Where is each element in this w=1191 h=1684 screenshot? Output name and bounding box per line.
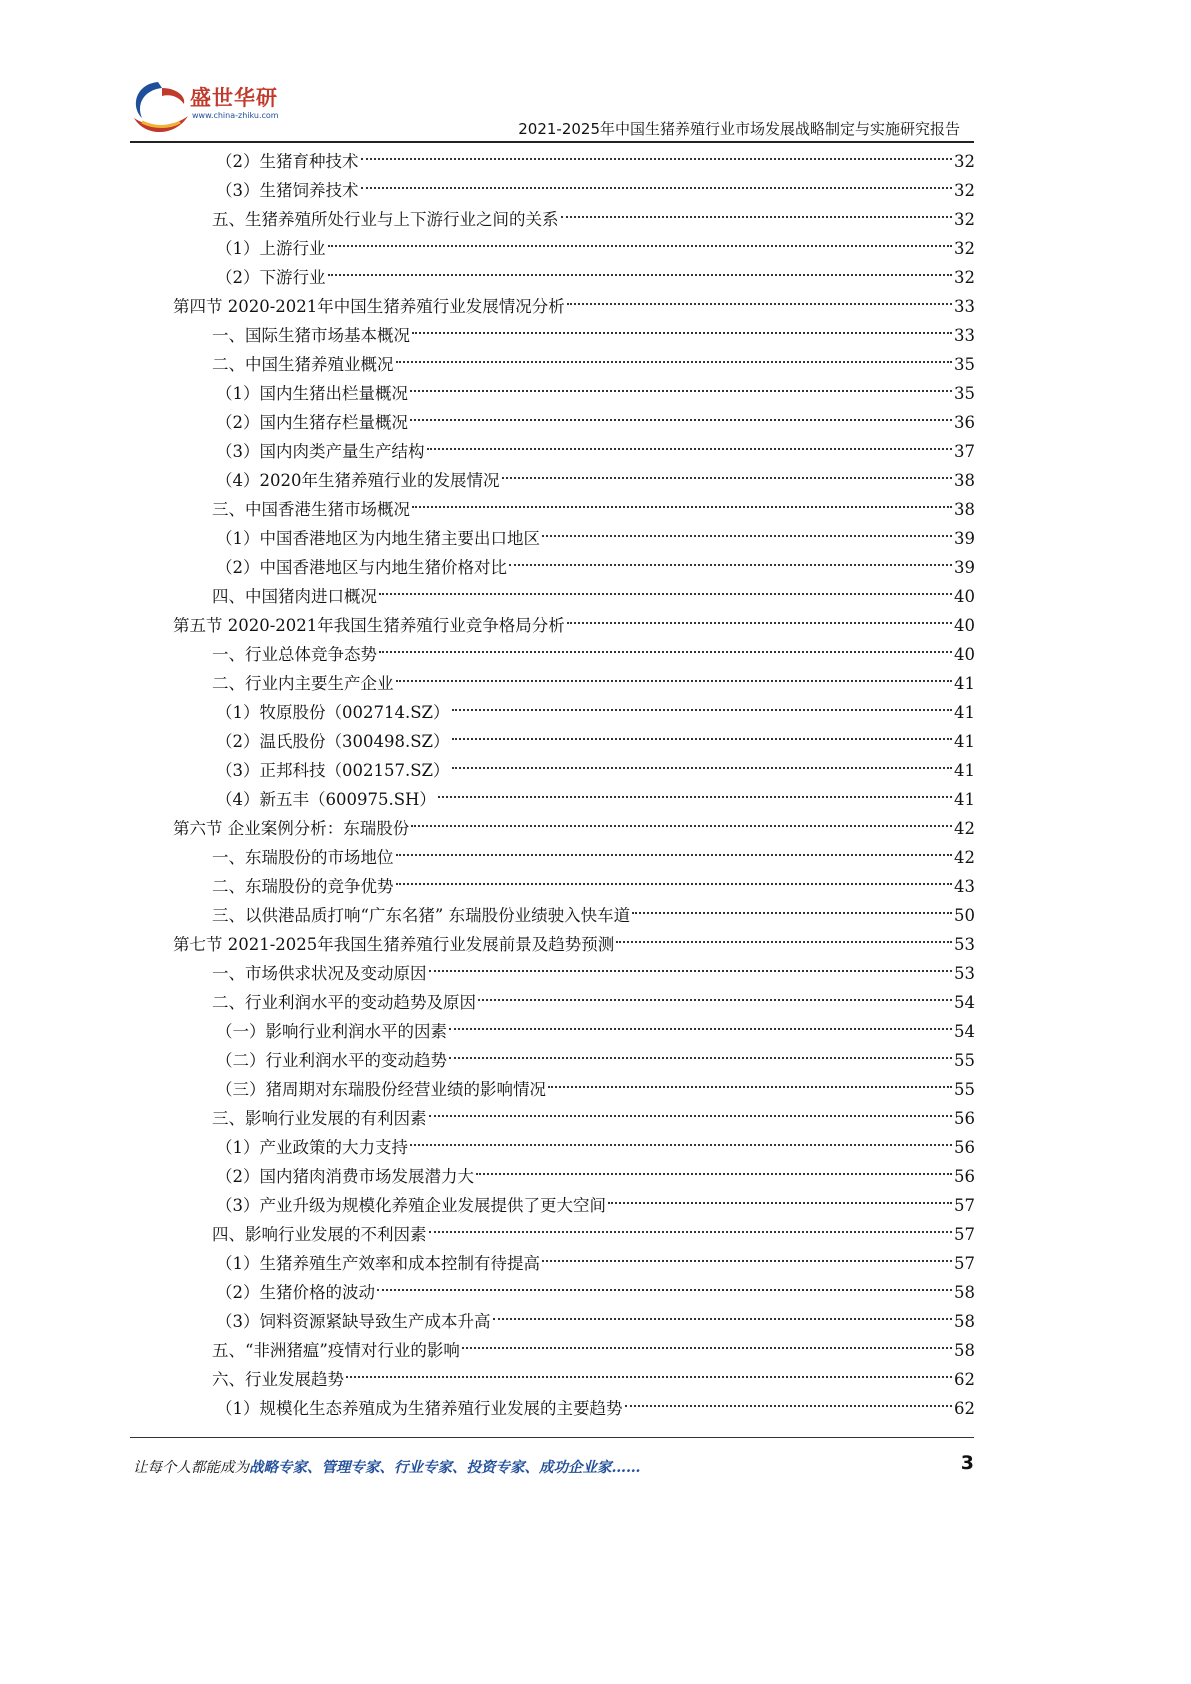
toc-entry-title: （1）生猪养殖生产效率和成本控制有待提高 xyxy=(216,1254,540,1273)
toc-entry-title: 第四节 2020-2021年中国生猪养殖行业发展情况分析 xyxy=(173,297,565,316)
toc-entry-page: 62 xyxy=(954,1399,975,1418)
toc-entry-page: 55 xyxy=(954,1080,975,1099)
toc-leader-dots xyxy=(396,680,953,682)
toc-entry-title: 第五节 2020-2021年我国生猪养殖行业竞争格局分析 xyxy=(173,616,565,635)
toc-leader-dots xyxy=(361,187,953,189)
toc-leader-dots xyxy=(548,1086,952,1088)
toc-leader-dots xyxy=(509,564,952,566)
toc-entry-page: 39 xyxy=(954,558,975,577)
footer-slogan-highlight: 战略专家、管理专家、行业专家、投资专家、成功企业家…… xyxy=(249,1459,641,1476)
toc-leader-dots xyxy=(493,1318,953,1320)
logo-title: 盛世华研 xyxy=(190,86,278,110)
toc-entry-page: 41 xyxy=(954,703,975,722)
toc-entry-page: 55 xyxy=(954,1051,975,1070)
toc-entry[interactable] xyxy=(216,1162,975,1191)
toc-entry[interactable] xyxy=(212,205,975,234)
toc-entry-title: （4）新五丰（600975.SH） xyxy=(216,790,436,809)
toc-entry-page: 42 xyxy=(954,848,975,867)
toc-leader-dots xyxy=(452,767,953,769)
header-divider xyxy=(130,141,974,143)
toc-entry-title: 一、市场供求状况及变动原因 xyxy=(212,964,427,983)
toc-entry-page: 35 xyxy=(954,384,975,403)
toc-entry-title: 三、以供港品质打响“广东名猪” 东瑞股份业绩驶入快车道 xyxy=(212,906,631,925)
toc-entry-title: （1）国内生猪出栏量概况 xyxy=(216,384,408,403)
toc-entry-title: 四、影响行业发展的不利因素 xyxy=(212,1225,427,1244)
toc-entry[interactable] xyxy=(173,292,975,321)
toc-entry-title: （1）上游行业 xyxy=(216,239,326,258)
toc-entry-page: 50 xyxy=(954,906,975,925)
toc-entry-title: （2）下游行业 xyxy=(216,268,326,287)
toc-entry-title: （2）温氏股份（300498.SZ） xyxy=(216,732,450,751)
toc-entry[interactable] xyxy=(173,930,975,959)
toc-entry[interactable] xyxy=(212,495,975,524)
toc-entry-title: 六、行业发展趋势 xyxy=(212,1370,344,1389)
toc-entry[interactable] xyxy=(212,1220,975,1249)
toc-leader-dots xyxy=(502,477,953,479)
toc-entry-page: 41 xyxy=(954,790,975,809)
toc-entry-title: 四、中国猪肉进口概况 xyxy=(212,587,377,606)
footer-divider xyxy=(130,1437,974,1438)
toc-entry[interactable] xyxy=(212,669,975,698)
toc-entry[interactable] xyxy=(212,872,975,901)
toc-leader-dots xyxy=(561,216,953,218)
toc-entry[interactable] xyxy=(173,611,975,640)
toc-entry-title: （3）生猪饲养技术 xyxy=(216,181,359,200)
toc-entry[interactable] xyxy=(216,176,975,205)
toc-entry-title: （一）影响行业利润水平的因素 xyxy=(216,1022,447,1041)
toc-entry-title: 一、行业总体竞争态势 xyxy=(212,645,377,664)
toc-entry[interactable] xyxy=(216,234,975,263)
toc-entry-page: 53 xyxy=(954,935,975,954)
report-title: 2021-2025年中国生猪养殖行业市场发展战略制定与实施研究报告 xyxy=(518,120,960,138)
toc-entry-page: 32 xyxy=(954,239,975,258)
toc-entry-title: 二、行业内主要生产企业 xyxy=(212,674,394,693)
toc-entry[interactable] xyxy=(216,408,975,437)
toc-entry-page: 35 xyxy=(954,355,975,374)
toc-leader-dots xyxy=(379,593,952,595)
toc-leader-dots xyxy=(567,303,952,305)
toc-entry-page: 58 xyxy=(954,1341,975,1360)
toc-entry-title: （1）规模化生态养殖成为生猪养殖行业发展的主要趋势 xyxy=(216,1399,623,1418)
page-number: 3 xyxy=(960,1452,974,1474)
toc-entry[interactable] xyxy=(216,1249,975,1278)
toc-leader-dots xyxy=(616,941,952,943)
toc-entry-page: 57 xyxy=(954,1225,975,1244)
toc-entry-title: （1）中国香港地区为内地生猪主要出口地区 xyxy=(216,529,540,548)
toc-leader-dots xyxy=(476,1173,952,1175)
toc-entry-title: 二、东瑞股份的竞争优势 xyxy=(212,877,394,896)
toc-entry-page: 32 xyxy=(954,152,975,171)
toc-leader-dots xyxy=(410,419,952,421)
toc-leader-dots xyxy=(449,1057,952,1059)
toc-entry-title: 五、“非洲猪瘟”疫情对行业的影响 xyxy=(212,1341,460,1360)
toc-entry-title: （3）产业升级为规模化养殖企业发展提供了更大空间 xyxy=(216,1196,606,1215)
toc-entry[interactable] xyxy=(216,466,975,495)
toc-entry-page: 58 xyxy=(954,1283,975,1302)
toc-entry-page: 56 xyxy=(954,1167,975,1186)
toc-entry[interactable] xyxy=(216,1394,975,1423)
toc-entry-page: 43 xyxy=(954,877,975,896)
toc-entry-page: 41 xyxy=(954,674,975,693)
toc-entry[interactable] xyxy=(216,698,975,727)
toc-entry-page: 58 xyxy=(954,1312,975,1331)
toc-entry-title: （2）生猪育种技术 xyxy=(216,152,359,171)
toc-leader-dots xyxy=(328,274,953,276)
toc-entry[interactable] xyxy=(212,582,975,611)
toc-leader-dots xyxy=(452,738,953,740)
toc-entry-page: 54 xyxy=(954,993,975,1012)
toc-leader-dots xyxy=(412,332,952,334)
toc-entry[interactable] xyxy=(212,901,975,930)
toc-entry-title: （3）正邦科技（002157.SZ） xyxy=(216,761,450,780)
logo-url: www.china-zhiku.com xyxy=(192,111,279,120)
toc-entry-page: 32 xyxy=(954,210,975,229)
toc-entry[interactable] xyxy=(216,1046,975,1075)
toc-entry-page: 40 xyxy=(954,616,975,635)
toc-entry-page: 40 xyxy=(954,645,975,664)
toc-entry-page: 62 xyxy=(954,1370,975,1389)
toc-entry-title: （3）饲料资源紧缺导致生产成本升高 xyxy=(216,1312,491,1331)
toc-leader-dots xyxy=(361,158,953,160)
toc-leader-dots xyxy=(478,999,952,1001)
toc-entry-page: 41 xyxy=(954,761,975,780)
toc-entry-title: 二、行业利润水平的变动趋势及原因 xyxy=(212,993,476,1012)
toc-entry-page: 57 xyxy=(954,1254,975,1273)
toc-entry-title: （1）产业政策的大力支持 xyxy=(216,1138,408,1157)
toc-entry-page: 33 xyxy=(954,326,975,345)
toc-entry-title: （二）行业利润水平的变动趋势 xyxy=(216,1051,447,1070)
toc-leader-dots xyxy=(410,390,952,392)
toc-entry-title: （3）国内肉类产量生产结构 xyxy=(216,442,425,461)
toc-leader-dots xyxy=(625,1405,953,1407)
toc-leader-dots xyxy=(608,1202,952,1204)
toc-leader-dots xyxy=(429,1115,953,1117)
toc-entry[interactable] xyxy=(216,727,975,756)
toc-leader-dots xyxy=(452,709,953,711)
toc-entry-page: 56 xyxy=(954,1109,975,1128)
toc-entry[interactable] xyxy=(212,350,975,379)
toc-entry-page: 54 xyxy=(954,1022,975,1041)
toc-entry-page: 37 xyxy=(954,442,975,461)
toc-leader-dots xyxy=(542,535,952,537)
footer-slogan xyxy=(133,1456,641,1477)
toc-entry[interactable] xyxy=(212,1336,975,1365)
toc-entry-page: 53 xyxy=(954,964,975,983)
toc-leader-dots xyxy=(449,1028,952,1030)
toc-entry[interactable] xyxy=(216,263,975,292)
toc-leader-dots xyxy=(429,1231,953,1233)
toc-entry-title: 一、国际生猪市场基本概况 xyxy=(212,326,410,345)
toc-entry[interactable] xyxy=(212,321,975,350)
toc-entry-title: 第七节 2021-2025年我国生猪养殖行业发展前景及趋势预测 xyxy=(173,935,615,954)
toc-leader-dots xyxy=(396,361,953,363)
toc-entry-title: 一、东瑞股份的市场地位 xyxy=(212,848,394,867)
toc-leader-dots xyxy=(396,883,953,885)
logo-emblem-icon xyxy=(128,78,194,138)
toc-leader-dots xyxy=(462,1347,952,1349)
toc-entry[interactable] xyxy=(216,756,975,785)
toc-entry[interactable] xyxy=(216,437,975,466)
toc-entry[interactable] xyxy=(173,814,975,843)
toc-entry-title: 第六节 企业案例分析：东瑞股份 xyxy=(173,819,410,838)
toc-leader-dots xyxy=(411,825,952,827)
toc-leader-dots xyxy=(542,1260,952,1262)
toc-entry-title: 五、生猪养殖所处行业与上下游行业之间的关系 xyxy=(212,210,559,229)
toc-entry-page: 42 xyxy=(954,819,975,838)
toc-entry-page: 40 xyxy=(954,587,975,606)
toc-entry-title: （三）猪周期对东瑞股份经营业绩的影响情况 xyxy=(216,1080,546,1099)
toc-entry[interactable] xyxy=(216,1017,975,1046)
toc-entry-title: 三、中国香港生猪市场概况 xyxy=(212,500,410,519)
toc-entry-page: 38 xyxy=(954,500,975,519)
toc-leader-dots xyxy=(412,506,952,508)
toc-entry[interactable] xyxy=(216,1133,975,1162)
toc-leader-dots xyxy=(410,1144,952,1146)
toc-entry-title: （2）国内生猪存栏量概况 xyxy=(216,413,408,432)
toc-entry-page: 32 xyxy=(954,181,975,200)
company-logo xyxy=(128,78,298,138)
toc-entry[interactable] xyxy=(216,1191,975,1220)
toc-entry[interactable] xyxy=(216,147,975,176)
toc-leader-dots xyxy=(429,970,953,972)
toc-entry[interactable] xyxy=(212,1104,975,1133)
toc-entry[interactable] xyxy=(212,640,975,669)
toc-entry-title: （4）2020年生猪养殖行业的发展情况 xyxy=(216,471,500,490)
toc-entry-page: 57 xyxy=(954,1196,975,1215)
toc-leader-dots xyxy=(377,1289,952,1291)
toc-entry-title: 三、影响行业发展的有利因素 xyxy=(212,1109,427,1128)
toc-entry[interactable] xyxy=(216,553,975,582)
toc-entry[interactable] xyxy=(216,524,975,553)
toc-entry-title: （2）中国香港地区与内地生猪价格对比 xyxy=(216,558,507,577)
toc-entry[interactable] xyxy=(212,988,975,1017)
toc-entry-page: 56 xyxy=(954,1138,975,1157)
toc-leader-dots xyxy=(396,854,953,856)
toc-leader-dots xyxy=(632,912,952,914)
toc-entry[interactable] xyxy=(216,1278,975,1307)
toc-entry-title: （1）牧原股份（002714.SZ） xyxy=(216,703,450,722)
toc-entry[interactable] xyxy=(216,1075,975,1104)
toc-leader-dots xyxy=(379,651,952,653)
toc-entry-page: 32 xyxy=(954,268,975,287)
footer-slogan-prefix: 让每个人都能成为 xyxy=(133,1460,249,1476)
toc-entry[interactable] xyxy=(216,785,975,814)
toc-leader-dots xyxy=(567,622,952,624)
toc-entry-page: 39 xyxy=(954,529,975,548)
toc-entry[interactable] xyxy=(216,1307,975,1336)
toc-leader-dots xyxy=(438,796,952,798)
toc-leader-dots xyxy=(346,1376,952,1378)
toc-entry[interactable] xyxy=(216,379,975,408)
toc-entry-title: （2）生猪价格的波动 xyxy=(216,1283,375,1302)
toc-entry-page: 38 xyxy=(954,471,975,490)
toc-entry-page: 36 xyxy=(954,413,975,432)
toc-entry-title: 二、中国生猪养殖业概况 xyxy=(212,355,394,374)
toc-leader-dots xyxy=(427,448,953,450)
toc-entry-title: （2）国内猪肉消费市场发展潜力大 xyxy=(216,1167,474,1186)
toc-entry[interactable] xyxy=(212,1365,975,1394)
toc-entry[interactable] xyxy=(212,959,975,988)
toc-leader-dots xyxy=(328,245,953,247)
toc-entry[interactable] xyxy=(212,843,975,872)
toc-entry-page: 33 xyxy=(954,297,975,316)
toc-entry-page: 41 xyxy=(954,732,975,751)
